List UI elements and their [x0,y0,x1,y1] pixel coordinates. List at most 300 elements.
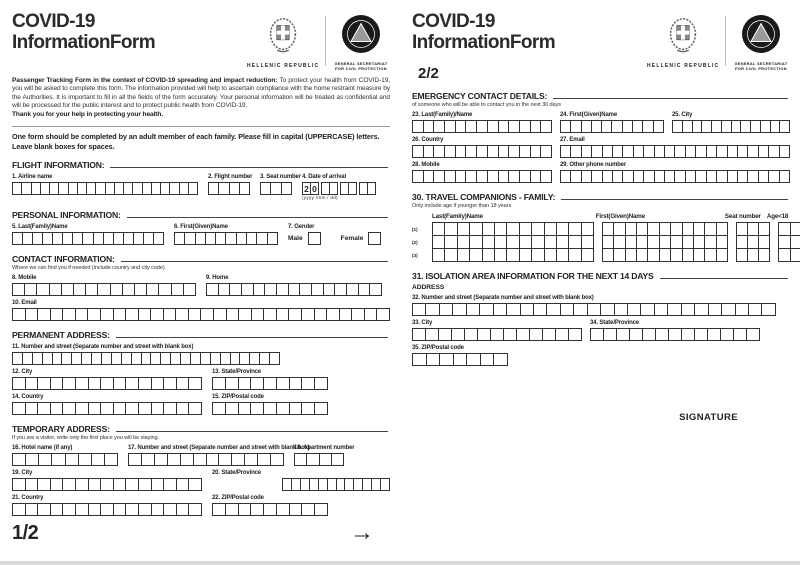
char-box[interactable] [367,182,376,195]
char-box[interactable] [151,377,165,390]
char-box[interactable] [520,303,534,316]
char-box[interactable] [138,503,152,516]
char-box[interactable] [263,308,277,321]
char-box[interactable] [314,308,328,321]
char-box[interactable] [188,308,202,321]
char-box[interactable] [573,303,587,316]
char-box[interactable] [707,328,721,341]
char-box[interactable] [301,308,315,321]
char-box[interactable] [531,235,544,249]
char-box[interactable] [12,402,26,415]
char-box[interactable] [12,453,26,466]
char-box[interactable] [25,308,39,321]
char-box[interactable] [457,222,470,236]
char-box[interactable] [600,303,614,316]
char-box[interactable] [457,235,470,249]
char-box[interactable] [369,283,382,296]
char-box[interactable] [50,402,64,415]
char-box[interactable] [587,303,601,316]
female-checkbox[interactable] [368,232,381,245]
companions-row [412,235,790,249]
char-box[interactable] [555,328,569,341]
char-box[interactable] [758,235,770,249]
char-box[interactable] [412,353,427,366]
char-box[interactable] [544,222,557,236]
char-box[interactable] [294,453,307,466]
char-box[interactable] [100,308,114,321]
char-box[interactable] [75,478,89,491]
section-header-line [116,431,388,432]
section-header-line [121,261,388,262]
char-box[interactable] [426,353,441,366]
char-box[interactable] [151,478,165,491]
char-box[interactable] [250,402,264,415]
char-box[interactable] [439,353,454,366]
char-box[interactable] [226,308,240,321]
char-box[interactable] [667,303,681,316]
char-box[interactable] [12,478,26,491]
page-1-sections [12,160,390,516]
char-box[interactable] [138,402,152,415]
char-box[interactable] [188,503,202,516]
char-box[interactable] [125,478,139,491]
char-box[interactable] [150,308,164,321]
male-checkbox[interactable] [308,232,321,245]
next-page-arrow-icon[interactable]: → [350,519,374,546]
char-box[interactable] [37,308,51,321]
field-11-number-and-street-separate-number-and-street-with-blank-box [12,344,280,365]
char-box[interactable] [708,303,722,316]
char-box[interactable] [494,235,507,249]
companion-2-col-0-boxes [432,248,594,262]
char-box[interactable] [326,308,340,321]
12-city-boxes [12,377,202,390]
char-box[interactable] [225,377,239,390]
char-box[interactable] [556,222,569,236]
char-box[interactable] [75,402,89,415]
char-box[interactable] [88,478,102,491]
char-box[interactable] [314,402,328,415]
section-personal-information [12,210,390,245]
char-box[interactable] [183,283,196,296]
char-box[interactable] [281,182,292,195]
char-box[interactable] [75,377,89,390]
char-box[interactable] [163,308,177,321]
char-box[interactable] [100,478,114,491]
char-box[interactable] [581,248,594,262]
section-header-line [110,167,388,168]
char-box[interactable] [163,478,177,491]
char-box[interactable] [556,248,569,262]
char-box[interactable] [257,453,271,466]
char-box[interactable] [493,303,507,316]
civil-protection-label-line2: FOR CIVIL PROTECTION [735,66,787,72]
char-box[interactable] [494,222,507,236]
char-box[interactable] [75,503,89,516]
char-box[interactable] [314,503,328,516]
char-box[interactable] [50,503,64,516]
char-box[interactable] [469,248,482,262]
char-box[interactable] [733,328,747,341]
char-box[interactable] [681,303,695,316]
section-header-line [553,98,788,99]
char-box[interactable]: 0 [310,182,319,195]
char-box[interactable] [25,377,39,390]
char-box[interactable] [655,328,669,341]
char-box[interactable] [482,235,495,249]
civil-protection-label-line1: GENERAL SECRETARIAT [334,61,388,66]
char-box[interactable] [479,303,493,316]
char-box[interactable] [494,248,507,262]
char-box[interactable] [180,453,194,466]
char-box[interactable] [37,402,51,415]
char-box[interactable] [231,453,245,466]
char-box[interactable] [238,377,252,390]
char-box[interactable] [62,503,76,516]
section-title: CONTACT INFORMATION: [12,254,115,265]
char-box[interactable] [544,248,557,262]
char-box[interactable] [50,308,64,321]
char-box[interactable] [779,170,790,183]
page-2-header [412,12,790,82]
char-box[interactable] [490,328,504,341]
char-box[interactable] [529,328,543,341]
char-box[interactable] [176,478,190,491]
char-box[interactable] [113,478,127,491]
char-box[interactable] [716,235,728,249]
char-box[interactable] [125,402,139,415]
char-box[interactable] [37,377,51,390]
char-box[interactable] [758,222,770,236]
char-box[interactable] [175,308,189,321]
char-box[interactable] [289,377,303,390]
char-box[interactable] [276,503,290,516]
char-box[interactable] [640,303,654,316]
char-box[interactable] [469,222,482,236]
char-box[interactable] [542,328,556,341]
field-24-first-given-name [560,112,664,133]
char-box[interactable] [581,235,594,249]
char-box[interactable] [239,182,250,195]
char-box[interactable] [104,453,118,466]
char-box[interactable] [482,222,495,236]
char-box[interactable] [125,377,139,390]
char-box[interactable] [531,222,544,236]
char-box[interactable] [206,453,220,466]
char-box[interactable] [506,248,519,262]
char-box[interactable] [113,308,127,321]
char-box[interactable] [790,248,800,262]
char-box[interactable] [163,377,177,390]
char-box[interactable] [267,232,278,245]
char-box[interactable] [506,222,519,236]
char-box[interactable] [438,328,452,341]
page-1-footer [12,521,374,545]
char-box[interactable] [38,453,52,466]
char-box[interactable] [533,303,547,316]
char-box[interactable] [457,248,470,262]
char-box[interactable] [25,503,39,516]
char-box[interactable] [432,222,445,236]
char-box[interactable] [176,402,190,415]
char-box[interactable] [503,328,517,341]
char-box[interactable] [289,402,303,415]
char-box[interactable] [556,235,569,249]
char-box[interactable] [62,308,76,321]
char-box[interactable] [480,353,495,366]
char-box[interactable] [276,377,290,390]
char-box[interactable] [540,170,552,183]
char-box[interactable] [75,308,89,321]
char-box[interactable] [238,402,252,415]
char-box[interactable] [151,503,165,516]
char-box[interactable] [348,182,357,195]
char-box[interactable] [270,453,284,466]
char-box[interactable] [188,182,198,195]
char-box[interactable] [91,453,105,466]
char-box[interactable] [519,248,532,262]
char-box[interactable] [779,145,790,158]
char-box[interactable] [642,328,656,341]
char-box[interactable] [151,402,165,415]
char-box[interactable] [603,328,617,341]
char-box[interactable] [62,402,76,415]
char-box[interactable] [444,222,457,236]
char-box[interactable] [238,503,252,516]
char-box[interactable] [176,503,190,516]
char-box[interactable] [364,308,378,321]
char-box[interactable] [250,377,264,390]
char-box[interactable] [276,402,290,415]
char-box[interactable] [301,503,315,516]
char-box[interactable] [212,402,226,415]
char-box[interactable] [51,453,65,466]
char-box[interactable] [380,478,390,491]
char-box[interactable] [176,377,190,390]
char-box[interactable] [113,503,127,516]
char-box[interactable] [12,503,26,516]
char-box[interactable] [425,328,439,341]
char-box[interactable] [506,303,520,316]
char-box[interactable] [681,328,695,341]
char-box[interactable] [138,308,152,321]
char-box[interactable] [218,453,232,466]
char-box[interactable] [88,503,102,516]
char-box[interactable] [263,402,277,415]
char-box[interactable] [516,328,530,341]
char-box[interactable] [466,353,481,366]
char-box[interactable] [432,235,445,249]
char-box[interactable] [735,303,749,316]
char-box[interactable] [87,308,101,321]
char-box[interactable] [113,402,127,415]
char-box[interactable] [540,145,552,158]
char-box[interactable] [721,303,735,316]
char-box[interactable] [289,503,303,516]
char-box[interactable] [425,303,439,316]
char-box[interactable] [212,377,226,390]
char-box[interactable] [154,453,168,466]
field-6-first-given-name [174,224,278,245]
char-box[interactable] [306,453,319,466]
char-box[interactable] [163,402,177,415]
char-box[interactable] [50,377,64,390]
char-box[interactable] [668,328,682,341]
char-box[interactable] [568,328,582,341]
char-box[interactable] [153,232,164,245]
char-box[interactable] [188,377,202,390]
char-box[interactable] [88,377,102,390]
char-box[interactable] [444,235,457,249]
char-box[interactable] [477,328,491,341]
char-box[interactable] [482,248,495,262]
char-box[interactable] [225,402,239,415]
char-box[interactable] [25,402,39,415]
char-box[interactable] [225,503,239,516]
char-box[interactable] [746,328,760,341]
char-box[interactable] [790,235,800,249]
char-box[interactable] [506,235,519,249]
char-box[interactable] [125,308,139,321]
field-label: 15. ZIP/Postal code [212,394,264,401]
char-box[interactable] [238,308,252,321]
char-box[interactable] [212,503,226,516]
char-box[interactable] [540,120,552,133]
char-box[interactable] [544,235,557,249]
char-box[interactable] [113,377,127,390]
char-box[interactable] [493,353,508,366]
section-header-line [116,337,388,338]
char-box[interactable] [78,453,92,466]
char-box[interactable] [469,235,482,249]
char-box[interactable] [432,248,445,262]
char-box[interactable] [62,377,76,390]
companion-1-col-2-boxes [736,235,770,249]
char-box[interactable] [519,222,532,236]
char-box[interactable] [758,248,770,262]
char-box[interactable] [250,503,264,516]
char-box[interactable] [138,478,152,491]
char-box[interactable] [629,328,643,341]
char-box[interactable] [100,377,114,390]
char-box[interactable] [568,248,581,262]
char-box[interactable] [37,503,51,516]
char-box[interactable] [12,308,26,321]
char-box[interactable] [546,303,560,316]
char-box[interactable] [100,503,114,516]
char-box[interactable] [452,303,466,316]
char-box[interactable] [188,402,202,415]
char-box[interactable] [163,503,177,516]
char-box[interactable] [451,328,465,341]
char-box[interactable] [531,248,544,262]
char-box[interactable] [288,308,302,321]
char-box[interactable] [319,453,332,466]
char-box[interactable] [790,222,800,236]
char-box[interactable] [167,453,181,466]
char-box[interactable] [25,478,39,491]
char-box[interactable] [314,377,328,390]
char-box[interactable] [616,328,630,341]
char-box[interactable] [263,503,277,516]
char-box[interactable] [694,303,708,316]
char-box[interactable] [716,222,728,236]
char-box[interactable] [376,308,390,321]
char-box[interactable] [301,402,315,415]
char-box[interactable] [339,308,353,321]
char-box[interactable] [716,248,728,262]
instruction-text: One form should be completed by an adult member of each family. Please fill in capital (UPPERCASE) letters. Leave blank boxes for spaces. [12,131,380,151]
char-box[interactable] [100,402,114,415]
char-box[interactable] [590,328,604,341]
char-box[interactable] [263,377,277,390]
13-state-province-boxes [212,377,328,390]
char-box[interactable] [301,377,315,390]
char-box[interactable] [412,328,426,341]
char-box[interactable] [200,308,214,321]
char-box[interactable] [331,453,344,466]
char-box[interactable] [761,303,775,316]
field-12-city [12,369,202,390]
char-box[interactable] [412,303,426,316]
char-box[interactable] [88,402,102,415]
char-box[interactable] [125,503,139,516]
char-box[interactable] [466,303,480,316]
char-box[interactable] [779,120,790,133]
char-box[interactable] [62,478,76,491]
char-box[interactable] [251,308,265,321]
field-4-date-of-arrival [302,174,376,201]
char-box[interactable] [141,453,155,466]
char-box[interactable] [351,308,365,321]
char-box[interactable] [37,478,51,491]
char-box[interactable] [654,303,668,316]
char-box[interactable] [213,308,227,321]
char-box[interactable] [581,222,594,236]
char-box[interactable] [694,328,708,341]
char-box[interactable] [627,303,641,316]
char-box[interactable] [138,377,152,390]
char-box[interactable] [464,328,478,341]
field-label: 23. Last(Family)/Name [412,112,473,119]
char-box[interactable] [519,235,532,249]
char-box[interactable] [329,182,338,195]
char-box[interactable] [444,248,457,262]
char-box[interactable] [653,120,664,133]
field-label: 27. Email [560,137,585,144]
char-box[interactable] [25,453,39,466]
char-box[interactable] [188,478,202,491]
char-box[interactable] [560,303,574,316]
char-box[interactable] [269,352,280,365]
char-box[interactable] [614,303,628,316]
char-box[interactable] [720,328,734,341]
char-box[interactable] [748,303,762,316]
char-box[interactable] [128,453,142,466]
char-box[interactable] [50,478,64,491]
char-box[interactable] [453,353,468,366]
char-box[interactable] [568,222,581,236]
field-label: 18. Apartment number [294,445,355,452]
char-box[interactable] [439,303,453,316]
char-box[interactable] [568,235,581,249]
char-box[interactable] [12,377,26,390]
char-box[interactable] [244,453,258,466]
char-box[interactable]: 2 [302,182,311,195]
char-box[interactable] [193,453,207,466]
char-box[interactable] [276,308,290,321]
char-box[interactable] [65,453,79,466]
